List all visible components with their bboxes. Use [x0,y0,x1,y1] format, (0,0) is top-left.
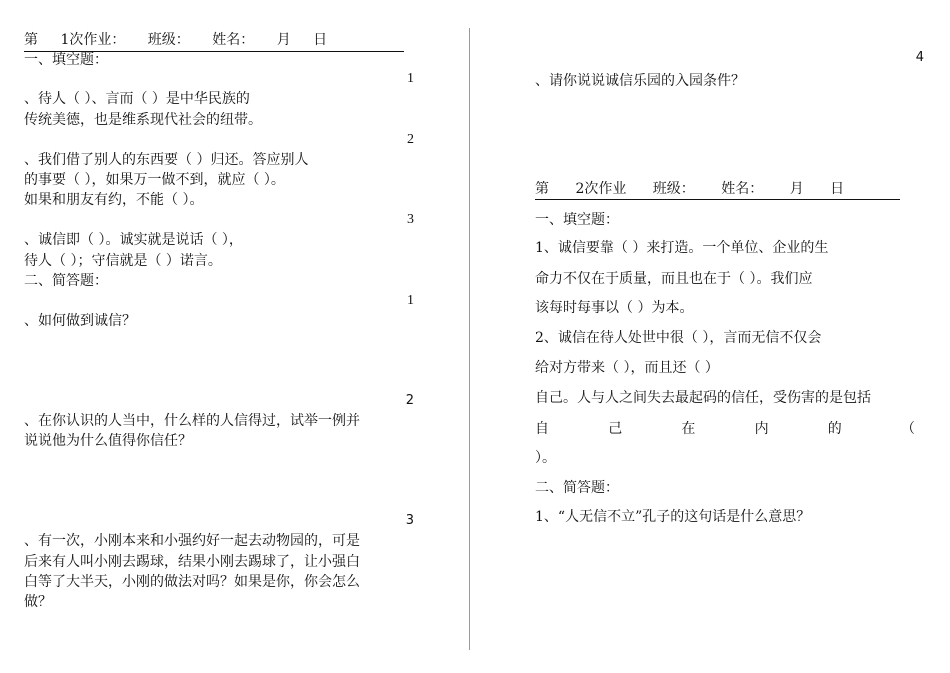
left-q2-line3: 如果和朋友有约，不能（ ）。 [24,192,204,208]
right-q1-line2: 命力不仅在于质量，而且也在于（ ）。我们应 [535,271,813,287]
right-q2-line5: ）。 [535,450,556,466]
left-s2-line1: 、在你认识的人当中，什么样的人信得过，试举一例并 [24,413,360,429]
left-q1-number: 1 [407,71,414,86]
char: 己 [608,421,623,437]
left-q2-line1: 、我们借了别人的东西要（ ）归还。答应别人 [24,152,309,168]
left-q2-number: 2 [407,132,414,147]
homework-1-header-text: 第 1次作业： 班级： 姓名： 月 日 [24,32,328,48]
char: （ [900,421,915,437]
right-section1-title: 一、填空题： [535,212,619,228]
right-s1-text: 1、“人无信不立”孔子的这句话是什么意思？ [535,509,811,525]
left-section2-title: 二、简答题： [24,273,108,289]
char: 自 [535,421,549,437]
right-q1-line1: 1、诚信要靠（ ）来打造。一个单位、企业的生 [535,240,829,256]
left-q1-line1: 、待人（ ）、言而（ ）是中华民族的 [24,91,250,107]
homework-2-header [535,178,900,200]
left-s3-line4: 做？ [24,594,52,610]
left-s1-text: 、如何做到诚信？ [24,313,136,329]
left-q3-line2: 待人（ ）；守信就是（ ）诺言。 [24,253,222,269]
char: 在 [681,421,696,437]
left-q1-line2: 传统美德，也是维系现代社会的纽带。 [24,112,262,128]
right-q2-line4 [535,418,915,438]
left-s3-line2: 后来有人叫小刚去踢球，结果小刚去踢球了，让小强白 [24,554,360,570]
right-section2-title: 二、简答题： [535,480,619,496]
right-q4-text: 、请你说说诚信乐园的入园条件？ [535,73,745,89]
left-q3-number: 3 [407,212,414,227]
left-s3-line3: 白等了大半天，小刚的做法对吗？如果是你，你会怎么 [24,574,360,590]
right-q2-line1: 2、诚信在待人处世中很（ ），言而无信不仅会 [535,330,822,346]
left-q3-line1: 、诚信即（ ）。诚实就是说话（ ）， [24,232,243,248]
right-q4-number: 4 [915,50,924,65]
left-s2-line2: 说说他为什么值得你信任？ [24,433,192,449]
left-s3-line1: 、有一次，小刚本来和小强约好一起去动物园的，可是 [24,533,360,549]
right-q2-line2: 给对方带来（ ），而且还（ ） [535,360,719,376]
left-s2-number: 2 [405,393,414,408]
left-q2-line2: 的事要（ ），如果万一做不到，就应（ ）。 [24,172,285,188]
char: 内 [754,421,769,437]
left-section1-title: 一、填空题： [24,52,108,68]
homework-1-header [24,30,404,52]
column-divider [469,28,470,650]
left-s1-number: 1 [407,293,414,308]
char: 的 [827,421,842,437]
right-q2-line3: 自己。人与人之间失去最起码的信任，受伤害的是包括 [535,390,871,406]
homework-2-header-text: 第 2次作业 班级： 姓名： 月 日 [535,181,845,197]
left-s3-number: 3 [405,513,414,528]
right-q1-line3: 该每时每事以（ ）为本。 [535,300,694,316]
